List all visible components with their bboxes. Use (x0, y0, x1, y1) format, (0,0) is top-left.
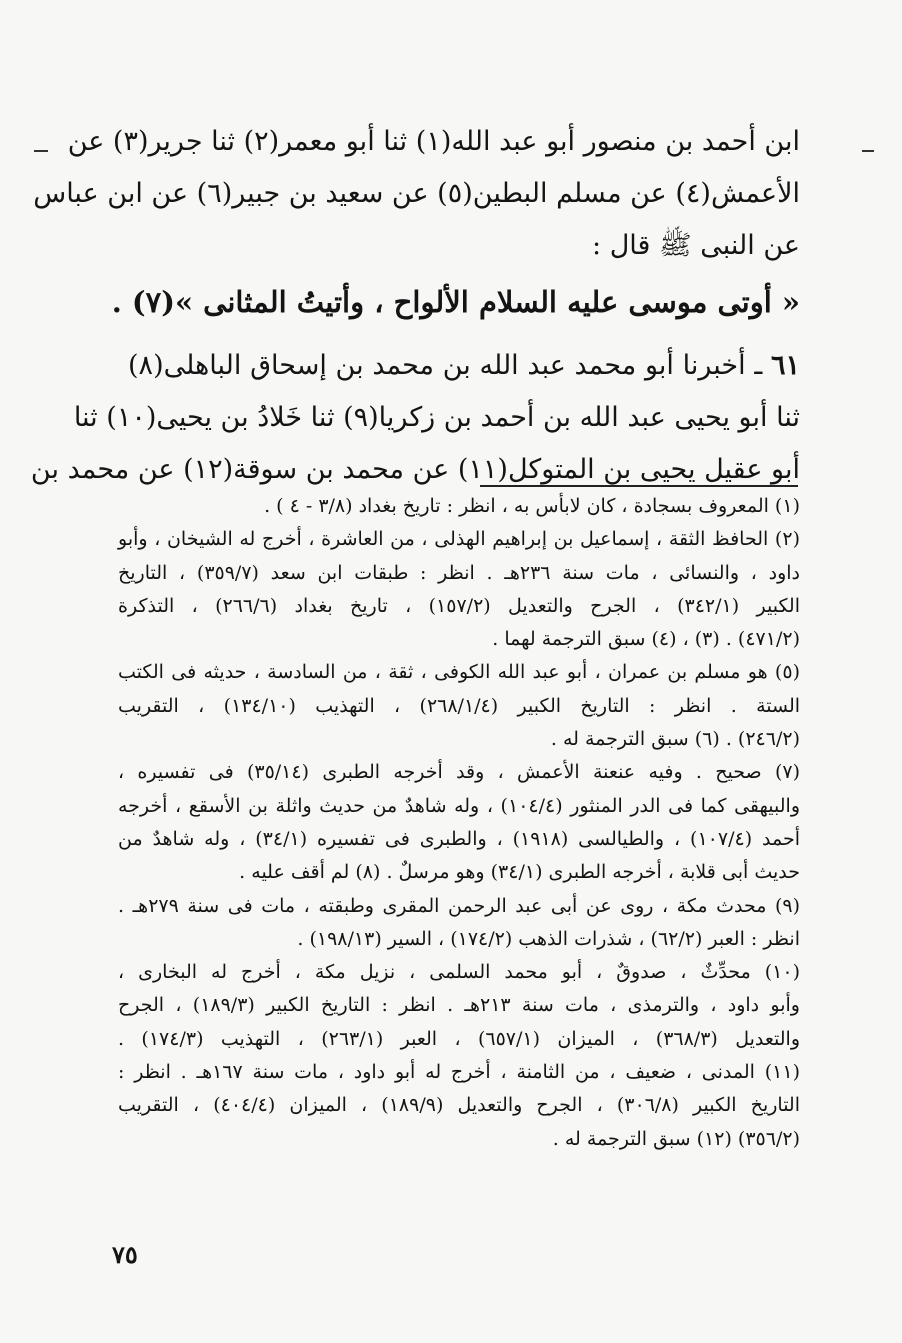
text-line: الأعمش(٤) عن مسلم البطين(٥) عن سعيد بن جبير(٦) عن ابن عباس (33, 178, 800, 209)
text-line (128, 340, 800, 392)
footnote-line: داود ، والنسائى ، مات سنة ٢٣٦هـ . انظر : طبقات ابن سعد (٣٥٩/٧) ، التاريخ (118, 561, 800, 584)
footnote-line: (٥) هو مسلم بن عمران ، أبو عبد الله الكوفى ، ثقة ، من السادسة ، حديثه فى الكتب (118, 661, 800, 684)
footnote-line: (٣٥٦/٢) (١٢) سبق الترجمة له . (552, 1127, 800, 1150)
text-line: ابن أحمد بن منصور أبو عبد الله(١) ثنا أبو معمر(٢) ثنا جرير(٣) عن (67, 126, 800, 157)
text-line: عن النبى ﷺ قال : (592, 230, 800, 261)
footnote-line: (٢٤٦/٢) . (٦) سبق الترجمة له . (550, 728, 800, 751)
footnote-line: (٢) الحافظ الثقة ، إسماعيل بن إبراهيم الهذلى ، من العاشرة ، أخرج له الشيخان ، وأبو (118, 528, 800, 551)
footnotes (118, 490, 800, 1156)
main-text (30, 116, 800, 496)
footnote-line: (١٠) محدِّثٌ ، صدوقٌ ، أبو محمد السلمى ، نزيل مكة ، أخرج له البخارى ، (118, 961, 800, 984)
footnote-line: والبيهقى كما فى الدر المنثور (١٠٤/٤) ، وله شاهدٌ من حديث واثلة بن الأسقع ، أخرجه (118, 794, 800, 817)
footnote-line: والتعديل (٣٦٨/٣) ، الميزان (٦٥٧/١) ، العبر (٢٦٣/١) ، التهذيب (١٧٤/٣) . (118, 1027, 800, 1050)
footnote-line: انظر : العبر (٦٢/٢) ، شذرات الذهب (١٧٤/٢) ، السير (١٩٨/١٣) . (297, 927, 800, 950)
footnote-divider (480, 485, 798, 487)
footnote-line: (٧) صحيح . وفيه عنعنة الأعمش ، وقد أخرجه الطبرى (٣٥/١٤) فى تفسيره ، (118, 761, 800, 784)
footnote-line: الستة . انظر : التاريخ الكبير (٢٦٨/١/٤) ، التهذيب (١٣٤/١٠) ، التقريب (118, 694, 801, 717)
text-line: أبو عقيل يحيى بن المتوكل(١١) عن محمد بن سوقة(١٢) عن محمد بن (30, 454, 800, 485)
footnote-line: (٤٧١/٢) . (٣) ، (٤) سبق الترجمة لهما . (492, 628, 800, 651)
footnote-line: الكبير (٣٤٢/١) ، الجرح والتعديل (١٥٧/٢) ، تاريخ بغداد (٢٦٦/٦) ، التذكرة (118, 594, 801, 617)
footnote-line: وأبو داود ، والترمذى ، مات سنة ٢١٣هـ . انظر : التاريخ الكبير (١٨٩/٣) ، الجرح (118, 994, 800, 1017)
footnote-line: (٩) محدث مكة ، روى عن أبى عبد الرحمن المقرى وطبقته ، مات فى سنة ٢٧٩هـ . (118, 894, 800, 917)
footnote-line: أحمد (١٠٧/٤) ، والطيالسى (١٩١٨) ، والطبرى فى تفسيره (٣٤/١) ، وله شاهدٌ من (118, 827, 801, 850)
margin-mark (862, 150, 874, 152)
hadith-text: « أوتى موسى عليه السلام الألواح ، وأتيتُ المثانى »(٧) . (111, 285, 800, 319)
footnote-line: (١) المعروف بسجادة ، كان لابأس به ، انظر : تاريخ بغداد (٣/٨ - ٤ ) . (264, 495, 800, 517)
page-number: ٧٥ (112, 1240, 138, 1269)
hadith-number: ٦١ (770, 350, 800, 381)
footnote-line: (١١) المدنى ، ضعيف ، من الثامنة ، أخرج له أبو داود ، مات سنة ١٦٧هـ . انظر : (118, 1061, 800, 1084)
text-line-content: ـ أخبرنا أبو محمد عبد الله بن محمد بن إسحاق الباهلى(٨) (128, 350, 763, 381)
footnote-line: حديث أبى قلابة ، أخرجه الطبرى (٣٤/١) وهو مرسلٌ . (٨) لم أقف عليه . (239, 861, 800, 884)
footnote-line: التاريخ الكبير (٣٠٦/٨) ، الجرح والتعديل (١٨٩/٩) ، الميزان (٤٠٤/٤) ، التقريب (118, 1094, 801, 1117)
text-line: ثنا أبو يحيى عبد الله بن أحمد بن زكريا(٩) ثنا خَلادُ بن يحيى(١٠) ثنا (73, 402, 800, 433)
margin-mark (34, 150, 48, 152)
